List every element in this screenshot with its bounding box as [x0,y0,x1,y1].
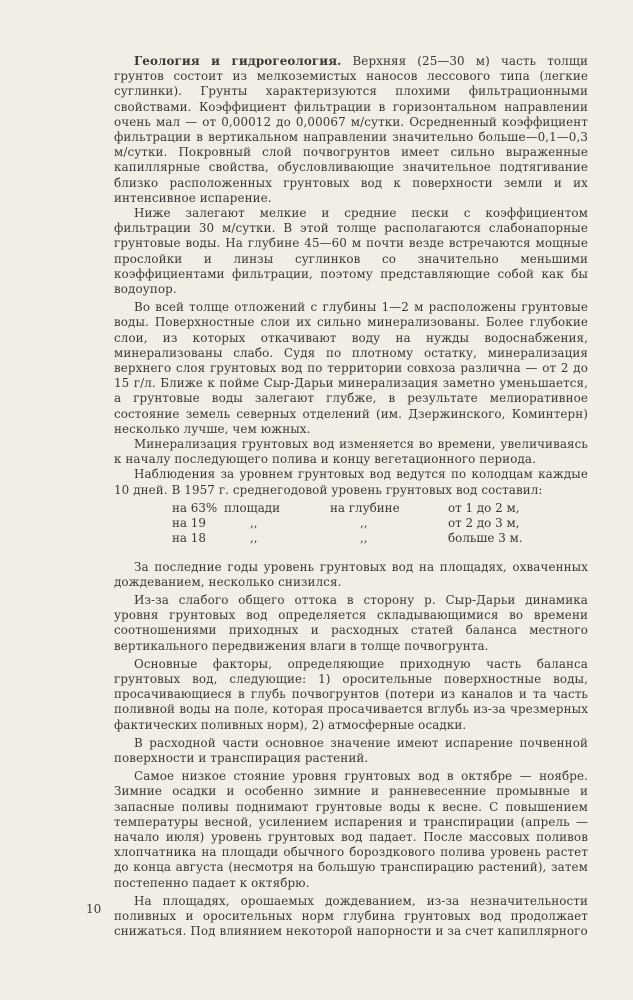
depth-range: от 2 до 3 м, [448,516,520,531]
row-prefix: на [172,531,188,546]
table-cell: ,, [250,531,258,546]
groundwater-level-table [172,501,558,547]
table-cell: ,, [360,516,368,531]
table-cell: ,, [360,531,368,546]
table-row [172,501,558,516]
table-cell [172,501,224,516]
section-heading: Геология и гидрогеология. [134,54,342,68]
paragraph: Наблюдения за уровнем грунтовых вод ведутся по колодцам каждые 10 дней. В 1957 г. среднегодовой уровень грунтовых вод составил: [114,467,588,497]
paragraph: В расходной части основное значение имеют испарение почвенной поверхности и транспирация растений. [114,735,588,765]
paragraph: За последние годы уровень грунтовых вод на площадях, охваченных дождеванием, несколько снизился. [114,559,588,589]
table-row [172,531,558,546]
paragraph: Самое низкое стояние уровня грунтовых вод в октябре — ноябре. Зимние осадки и особенно зимние и ранневесенние промывные и запасные поливы поднимают грунтовые воды к весне. С повышением температуры весной, усилением испарения и транспирации (апрель — начало июля) уровень грунтовых вод падает. После массовых поливов хлопчатника на площади обычного бороздкового полива уровень растет до конца августа (несмотря на большую транспирацию растений), затем постепенно падает к октябрю. [114,769,588,890]
paragraph: Во всей толще отложений с глубины 1—2 м расположены грунтовые воды. Поверхностные слои их сильно минерализованы. Более глубокие слои, из которых откачивают воду на нужды водоснабжения, минерализованы слабо. Судя по плотному остатку, минерализация верхнего слоя грунтовых вод по территории совхоза различна — от 2 до 15 г/л. Ближе к пойме Сыр-Дарьи минерализация заметно уменьшается, а грунтовые воды залегают глубже, в результате мелиоративное состояние земель северных отделений (им. Дзержинского, Коминтерн) несколько лучше, чем южных. [114,300,588,436]
paragraph-text: Верхняя (25—30 м) часть толщи грунтов состоит из мелкоземистых наносов лессового типа (легкие суглинки). Грунты характеризуются плохими фильтрационными свойствами. Коэффициент фильтрации в горизонтальном направлении очень мал — от 0,00012 до 0,00067 м/сутки. Осредненный коэффициент фильтрации в вертикальном направлении значительно больше—0,1—0,3 м/сутки. Покровный слой почвогрунтов имеет сильно выраженные капиллярные свойства, обусловливающие значительное подтягивание близко расположенных грунтовых вод к поверхности земли и их интенсивное испарение. [114,54,588,205]
row-prefix: на [172,516,188,531]
paragraph-geology [114,54,588,206]
page-content [114,54,588,939]
area-share: 19 [190,516,206,531]
page-number: 10 [86,902,102,916]
table-row [172,516,558,531]
depth-range: от 1 до 2 м, [448,500,520,515]
table-cell [172,516,224,531]
row-prefix: на [172,500,188,515]
table-cell: на глубине [330,500,400,515]
table-cell: ,, [250,516,258,531]
paragraph: Ниже залегают мелкие и средние пески с коэффициентом фильтрации 30 м/сутки. В этой толще располагаются слабонапорные грунтовые воды. На глубине 45—60 м почти везде встречаются мощные прослойки и линзы суглинков со значительно меньшими коэффициентами фильтрации, поэтому представляющие собой как бы водоупор. [114,206,588,297]
table-cell: площади [224,500,281,515]
paragraph: На площадях, орошаемых дождеванием, из-за незначительности поливных и оросительных норм глубина грунтовых вод продолжает снижаться. Под влиянием некоторой напорности и за счет капиллярного [114,893,588,939]
area-share: 63% [190,500,218,515]
area-share: 18 [190,531,206,546]
paragraph: Из-за слабого общего оттока в сторону р. Сыр-Дарьи динамика уровня грунтовых вод определяется складывающимися во времени соотношениями приходных и расходных статей баланса местного вертикального передвижения влаги в толще почвогрунта. [114,592,588,653]
paragraph: Минерализация грунтовых вод изменяется во времени, увеличиваясь к началу последующего полива и концу вегетационного периода. [114,437,588,467]
table-cell [172,531,224,546]
depth-range: больше 3 м. [448,531,523,546]
paragraph: Основные факторы, определяющие приходную часть баланса грунтовых вод, следующие: 1) оросительные поверхностные воды, просачивающиеся в глубь почвогрунтов (потери из каналов и та часть поливной воды на поле, которая просачивается вглубь из-за чрезмерных фактических поливных норм), 2) атмосферные осадки. [114,656,588,732]
